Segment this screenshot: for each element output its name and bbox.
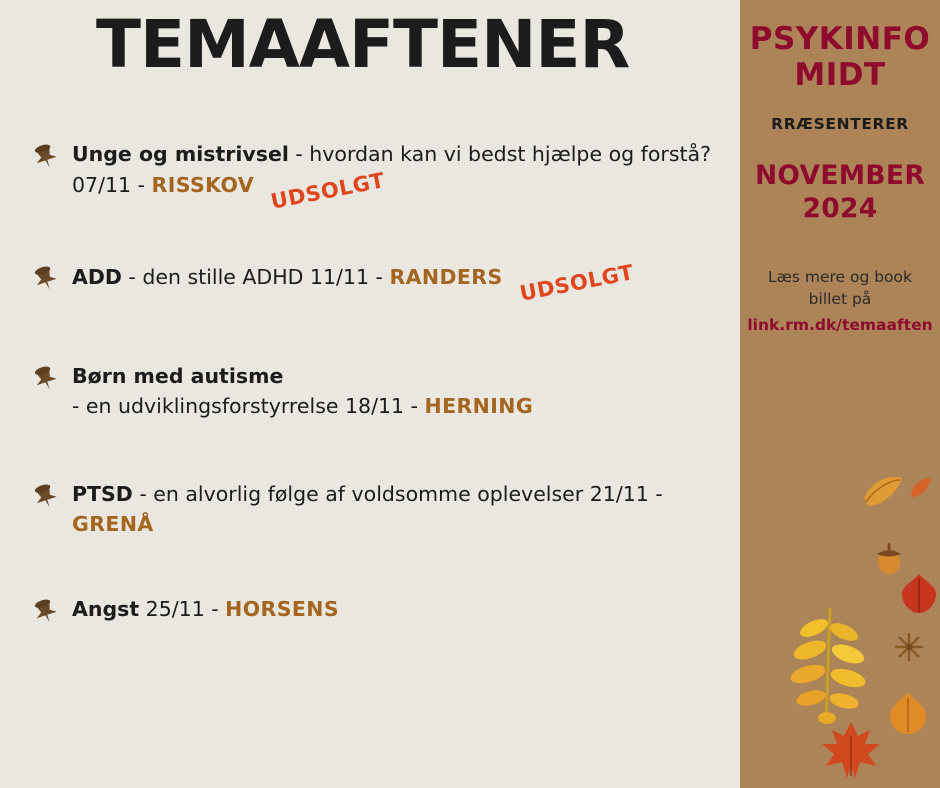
- event-description: - den stille ADHD 11/11 -: [121, 265, 390, 290]
- booking-line-2: billet på: [808, 290, 872, 308]
- booking-info: [740, 266, 940, 337]
- event-description: - en alvorlig følge af voldsomme oplevelser 21/11 -: [132, 481, 663, 506]
- event-title: PTSD: [72, 481, 133, 506]
- event-text: [72, 362, 728, 421]
- events-list: [28, 140, 728, 637]
- leaf-icon: [908, 474, 934, 500]
- event-city: RISSKOV: [151, 172, 255, 197]
- pin-icon: [30, 364, 62, 392]
- year-label: 2024: [802, 193, 878, 225]
- event-city: HORSENS: [225, 597, 340, 622]
- pin-icon: [30, 142, 62, 170]
- event-text: [72, 595, 728, 625]
- star-anise-icon: [892, 630, 926, 664]
- list-item[interactable]: [28, 140, 728, 214]
- maple-leaf-icon: [818, 718, 884, 784]
- brand-line-2: MIDT: [794, 56, 886, 93]
- event-city: RANDERS: [389, 265, 503, 290]
- event-text: [72, 260, 728, 307]
- list-item[interactable]: [28, 480, 728, 539]
- list-item[interactable]: [28, 362, 728, 421]
- status-badge: UDSOLGT: [268, 167, 387, 214]
- leaf-icon: [898, 572, 940, 616]
- event-title: Unge og mistrivsel: [72, 142, 289, 166]
- sidebar: [740, 0, 940, 788]
- list-item[interactable]: [28, 260, 728, 307]
- event-description: - en udviklingsforstyrrelse 18/11 -: [72, 394, 425, 419]
- pin-icon: [30, 597, 62, 625]
- list-item[interactable]: [28, 595, 728, 637]
- event-city: HERNING: [424, 394, 534, 419]
- leaf-icon: [858, 468, 906, 512]
- month-label: NOVEMBER: [754, 160, 926, 192]
- presents-label: RRÆSENTERER: [771, 115, 909, 134]
- pin-icon: [30, 264, 62, 292]
- brand-logo: [740, 22, 940, 93]
- event-title: Børn med autisme: [72, 364, 284, 389]
- booking-link[interactable]: link.rm.dk/temaaften: [747, 316, 933, 335]
- brand-line-1: PSYKINFO: [749, 21, 931, 57]
- date-block: [740, 159, 940, 225]
- event-title: Angst: [72, 597, 140, 622]
- fern-leaf-icon: [778, 604, 874, 726]
- event-text: [72, 140, 728, 214]
- event-description: - hvordan kan vi bedst hjælpe og forstå? 07/11 -: [72, 142, 711, 197]
- leaf-icon: [886, 690, 930, 736]
- acorn-icon: [872, 540, 906, 576]
- status-badge: UDSOLGT: [517, 260, 636, 307]
- event-text: [72, 480, 728, 539]
- event-title: ADD: [72, 265, 122, 290]
- pin-icon: [30, 482, 62, 510]
- page-title: TEMAAFTENER: [96, 6, 630, 83]
- booking-line-1: Læs mere og book: [767, 267, 913, 286]
- event-description: 25/11 -: [139, 597, 226, 622]
- event-city: GRENÅ: [72, 511, 154, 536]
